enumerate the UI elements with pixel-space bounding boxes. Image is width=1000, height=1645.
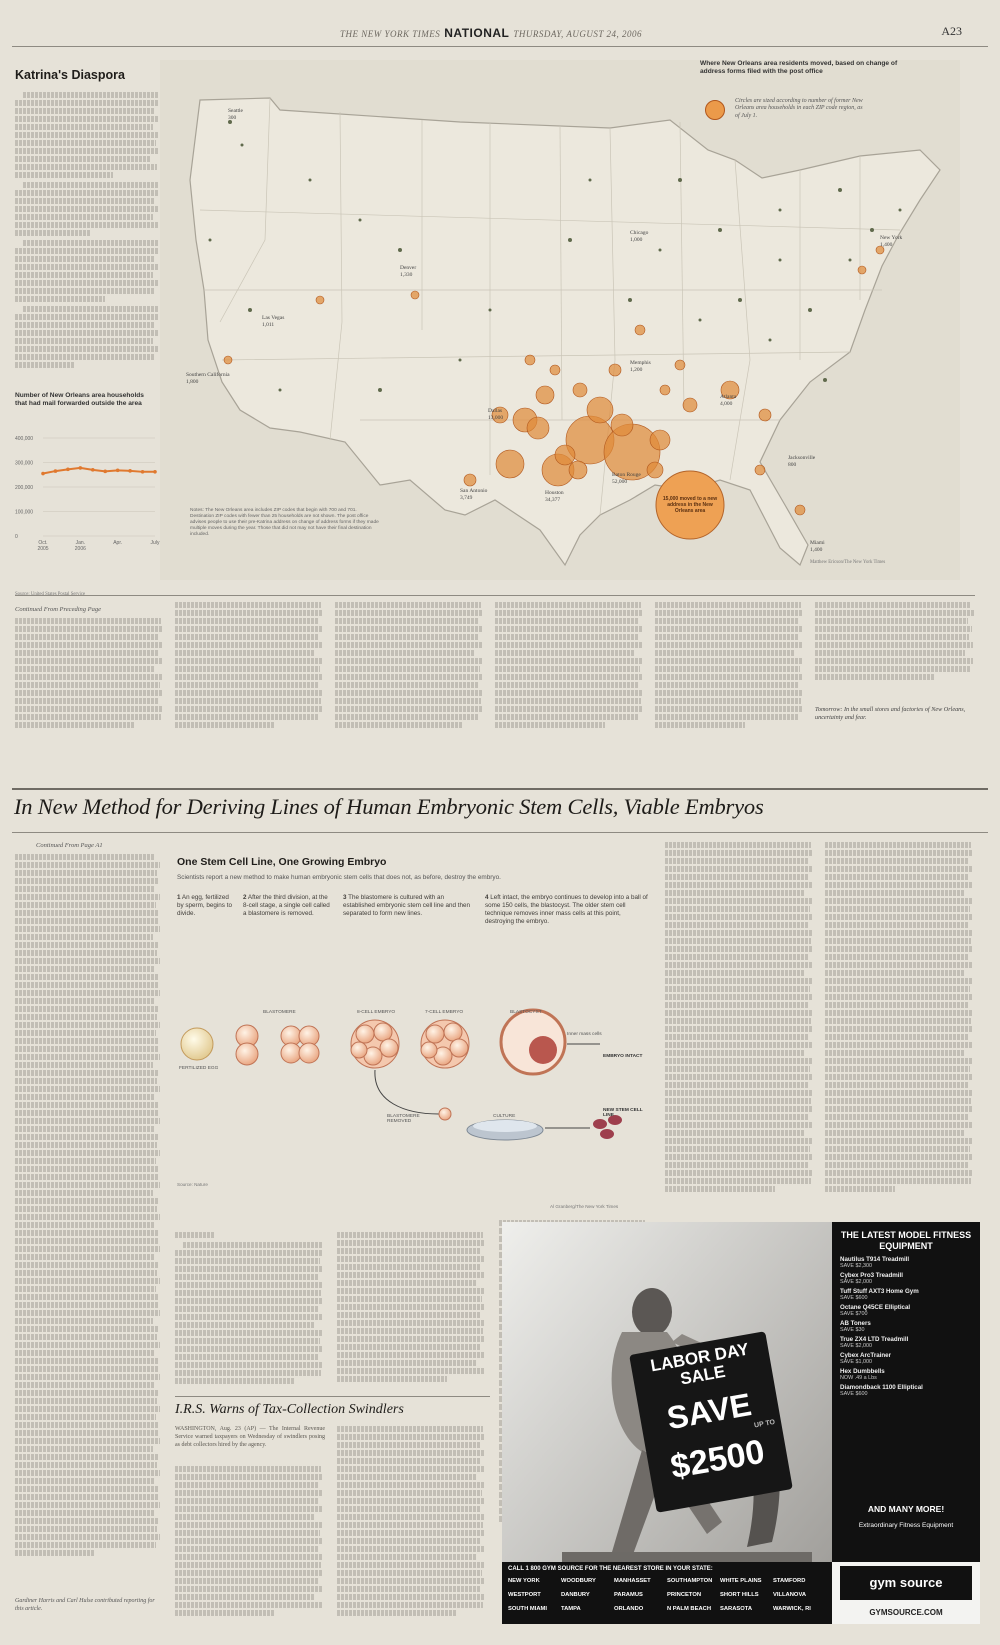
stem-continued-line: Continued From Page A1	[36, 842, 103, 849]
two-cell-embryo	[236, 1025, 258, 1065]
gym-source-logo	[840, 1566, 972, 1600]
graphic-credit: Al Granberg/The New York Times	[550, 1204, 619, 1209]
product-name: Hex Dumbbells	[840, 1368, 885, 1375]
chart-y-tick-label: 200,000	[15, 485, 34, 491]
product-panel	[832, 1222, 980, 1562]
product-item	[840, 1384, 974, 1397]
product-item	[840, 1368, 974, 1381]
store-location: PARAMUS	[614, 1592, 643, 1598]
product-savings: SAVE $1,000	[840, 1359, 872, 1365]
graphic-dek: Scientists report a new method to make human embryonic stem cells that does not, as before, destroy the embryo.	[177, 874, 501, 881]
city-label-dallas: Dallas 13,000	[488, 408, 504, 421]
chart-point	[66, 468, 70, 472]
chart-x-tick-label: 2006	[74, 546, 86, 552]
store-location: ORLANDO	[614, 1606, 644, 1612]
katrina-line-chart	[15, 432, 160, 572]
katrina-headline: Katrina's Diaspora	[15, 68, 125, 82]
chart-point	[91, 468, 95, 472]
label-blastocyst: BLASTOCYST	[510, 1010, 542, 1015]
chart-y-tick-label: 0	[15, 534, 18, 540]
logo-text: gym source	[869, 1575, 943, 1590]
store-location: WOODBURY	[561, 1578, 596, 1584]
new-stem-cell-line	[593, 1115, 622, 1139]
us-outline	[190, 98, 940, 565]
product-item	[840, 1352, 974, 1365]
chart-point	[153, 470, 157, 474]
product-name: Tuff Stuff AXT3 Home Gym	[840, 1288, 919, 1295]
product-savings: SAVE $2,000	[840, 1343, 872, 1349]
chart-x-tick-label: July	[150, 540, 160, 546]
label-8cell: 8-CELL EMBRYO	[357, 1010, 396, 1015]
product-savings: SAVE $600	[840, 1391, 868, 1397]
model-head	[632, 1288, 672, 1336]
product-savings: SAVE $30	[840, 1327, 865, 1333]
city-label-atlanta: Atlanta 4,000	[720, 394, 737, 407]
store-location: NEW YORK	[508, 1578, 540, 1584]
product-name: Cybex Pro3 Treadmill	[840, 1272, 903, 1279]
sale-badge	[629, 1331, 793, 1513]
legend-circle	[705, 100, 725, 120]
store-location: N PALM BEACH	[667, 1606, 712, 1612]
product-item	[840, 1256, 974, 1269]
city-label-baton-rouge: Baton Rouge 52,000	[612, 472, 641, 485]
fertilized-egg	[181, 1028, 213, 1060]
chart-point	[116, 469, 120, 473]
ad-tagline: Extraordinary Fitness Equipment	[858, 1522, 954, 1529]
gym-source-ad	[502, 1222, 980, 1624]
store-location: VILLANOVA	[773, 1592, 807, 1598]
store-location: STAMFORD	[773, 1578, 806, 1584]
city-label-memphis: Memphis 1,200	[630, 360, 651, 373]
chart-point	[141, 470, 145, 474]
irs-dateline: WASHINGTON, Aug. 23 (AP) — The Internal Revenue Service warned taxpayers on Wednesday of swindlers posing as debt collectors hired by the agency.	[175, 1426, 325, 1448]
sale-badge-upto: UP TO	[753, 1418, 776, 1430]
stem-cell-graphic	[175, 852, 655, 1222]
city-label-san-antonio: San Antonio 3,749	[460, 488, 488, 501]
product-savings: SAVE $2,000	[840, 1279, 872, 1285]
katrina-chart-title: Number of New Orleans area households that had mail forwarded outside the area	[15, 392, 144, 407]
chart-point	[128, 469, 132, 473]
product-name: True ZX4 LTD Treadmill	[840, 1336, 909, 1343]
step-3: 3 The blastomere is cultured with an established embryonic stem cell line and then separated to form new lines.	[343, 894, 471, 917]
removal-arrow	[375, 1070, 439, 1114]
store-location: SARASOTA	[720, 1606, 753, 1612]
top-rule	[12, 46, 988, 47]
and-many-more: AND MANY MORE!	[867, 1504, 945, 1514]
label-7cell: 7-CELL EMBRYO	[425, 1010, 464, 1015]
city-label-houston: Houston 34,377	[545, 490, 564, 503]
map-bottom-rule	[15, 595, 975, 596]
product-item	[840, 1320, 974, 1333]
city-label-miami: Miami 1,400	[810, 540, 825, 553]
product-panel-title: THE LATEST MODEL FITNESS EQUIPMENT	[840, 1230, 972, 1251]
issue-date: THURSDAY, AUGUST 24, 2006	[513, 29, 642, 39]
product-list	[840, 1256, 974, 1400]
city-label-southern-california: Southern California 1,800	[186, 372, 230, 385]
katrina-continued-line: Continued From Preceding Page	[15, 606, 101, 613]
chart-x-axis	[37, 540, 160, 552]
city-label-seattle: Seattle 300	[228, 108, 243, 121]
blastocyst	[501, 1010, 565, 1074]
katrina-intro-text	[15, 90, 161, 390]
embryo-diagram	[175, 952, 655, 1202]
chart-y-axis	[15, 436, 33, 540]
headline-rule	[12, 832, 988, 833]
chart-x-tick-label: Jan.	[75, 540, 86, 546]
product-name: Octane Q45CE Elliptical	[840, 1304, 911, 1311]
label-fertilized-egg: FERTILIZED EGG	[179, 1066, 219, 1071]
product-savings: SAVE $600	[840, 1295, 868, 1301]
sale-badge-save: SAVE	[664, 1386, 754, 1437]
chart-y-tick-label: 100,000	[15, 509, 34, 516]
sale-badge-amount: $2500	[667, 1432, 768, 1487]
store-location: SHORT HILLS	[720, 1592, 759, 1598]
chart-point	[103, 470, 107, 474]
chart-x-tick-label: Oct.	[38, 540, 48, 546]
seven-cell-embryo	[421, 1020, 469, 1068]
irs-headline: I.R.S. Warns of Tax-Collection Swindlers	[175, 1402, 404, 1417]
city-label-denver: Denver 1,330	[400, 265, 417, 278]
chart-point	[54, 469, 58, 473]
store-list-panel	[502, 1562, 832, 1624]
stem-left-column	[15, 854, 160, 1594]
sale-badge-title: LABOR DAY SALE	[648, 1339, 751, 1389]
eight-cell-embryo	[351, 1020, 399, 1068]
label-new-stem-cell-line: NEW STEM CELL LINE	[603, 1108, 643, 1118]
map-credit: Matthew Ericson/The New York Times	[810, 560, 886, 565]
chart-y-tick-label: 400,000	[15, 436, 34, 442]
store-location: WARWICK, RI	[773, 1606, 811, 1612]
store-location: MANHASSET	[614, 1578, 651, 1584]
chart-x-tick-label: Apr.	[113, 540, 123, 546]
chart-gridlines	[43, 438, 155, 536]
contributors-note: Gardiner Harris and Carl Hulse contributed reporting for this article.	[15, 1598, 155, 1612]
call-line: CALL 1 800 GYM SOURCE FOR THE NEAREST STORE IN YOUR STATE:	[508, 1566, 713, 1572]
chart-x-tick-label: 2005	[37, 546, 49, 552]
stem-right-columns	[665, 842, 975, 1202]
store-location: TAMPA	[561, 1606, 581, 1612]
stem-cell-headline: In New Method for Deriving Lines of Human Embryonic Stem Cells, Viable Embryos	[14, 794, 764, 819]
city-label-chicago: Chicago 1,000	[630, 230, 649, 243]
product-item	[840, 1336, 974, 1349]
step-1: 1 An egg, fertilized by sperm, begins to divide.	[177, 894, 232, 917]
store-location: PRINCETON	[667, 1592, 702, 1598]
store-location: DANBURY	[561, 1592, 590, 1598]
graphic-source: Source: Nature	[177, 1182, 208, 1187]
removed-blastomere	[439, 1108, 451, 1120]
irs-top-rule	[175, 1396, 490, 1397]
chart-point	[41, 472, 45, 476]
step-2: 2 After the third division, at the 8-cell stage, a single cell called a blastomere is removed.	[243, 894, 330, 917]
product-savings: NOW .49 a Lbs	[840, 1375, 877, 1381]
store-location: SOUTH MIAMI	[508, 1606, 547, 1612]
irs-body-columns	[175, 1466, 493, 1626]
brand-panel	[832, 1562, 980, 1624]
folio	[0, 20, 1000, 42]
product-savings: SAVE $700	[840, 1311, 868, 1317]
culture-dish-top	[473, 1120, 537, 1132]
product-name: Cybex ArcTrainer	[840, 1352, 892, 1359]
katrina-tomorrow-note: Tomorrow: In the small stores and factories of New Orleans, uncertainty and fear.	[815, 706, 966, 721]
product-item	[840, 1304, 974, 1317]
product-name: Diamondback 1100 Elliptical	[840, 1384, 923, 1391]
city-label-new-york: New York 1,400	[880, 235, 903, 248]
map-legend-title: Where New Orleans area residents moved, based on change of address forms filed with the post office	[700, 60, 898, 75]
callout-text: 15,000 moved to a new address in the New Orleans area	[662, 496, 718, 515]
label-embryo-intact: EMBRYO INTACT	[603, 1054, 643, 1059]
city-label-las-vegas: Las Vegas 1,011	[262, 315, 285, 328]
store-location: WESTPORT	[508, 1592, 541, 1598]
us-relocation-map	[160, 60, 960, 580]
chart-y-tick-label: 300,000	[15, 460, 34, 467]
store-location: SOUTHAMPTON	[667, 1578, 713, 1584]
product-item	[840, 1272, 974, 1285]
label-inner-mass: Inner mass cells	[567, 1032, 602, 1037]
section-rule	[12, 788, 988, 790]
map-legend-note: Circles are sized according to number of former New Orleans area households in each ZIP code region, as of July 1.	[735, 98, 863, 119]
chart-series-line	[43, 468, 155, 474]
page-number: A23	[941, 24, 962, 38]
label-culture: CULTURE	[493, 1114, 516, 1119]
chart-point	[79, 466, 83, 470]
store-location: WHITE PLAINS	[720, 1578, 762, 1584]
product-name: AB Toners	[840, 1320, 871, 1327]
product-item	[840, 1288, 974, 1301]
paper-name: THE NEW YORK TIMES	[340, 29, 441, 39]
four-cell-embryo	[281, 1026, 319, 1063]
folio-line	[340, 26, 642, 40]
map-notes: Notes: The New Orleans area includes ZIP codes that begin with 700 and 701. Destination ZIP codes with fewer than 25 households are not shown. The post office advises people to use their pre-Katrina address on change of address forms if they made multiple moves during the year. Those that did not may not have their final destination included.	[190, 508, 379, 537]
label-blastomere: BLASTOMERE	[263, 1010, 296, 1015]
graphic-title: One Stem Cell Line, One Growing Embryo	[177, 856, 387, 868]
ad-url: GYMSOURCE.COM	[869, 1608, 943, 1617]
label-blastomere-removed: BLASTOMERE REMOVED	[387, 1114, 420, 1124]
step-4: 4 Left intact, the embryo continues to develop into a ball of some 150 cells, the blastocyst. The older stem cell technique removes inner mass cells at this point, destroying the embryo.	[485, 894, 648, 925]
city-label-jacksonville: Jacksonville 800	[788, 455, 816, 468]
product-savings: SAVE $2,300	[840, 1263, 872, 1269]
product-name: Nautilus T914 Treadmill	[840, 1256, 910, 1263]
section-name: NATIONAL	[444, 26, 510, 40]
